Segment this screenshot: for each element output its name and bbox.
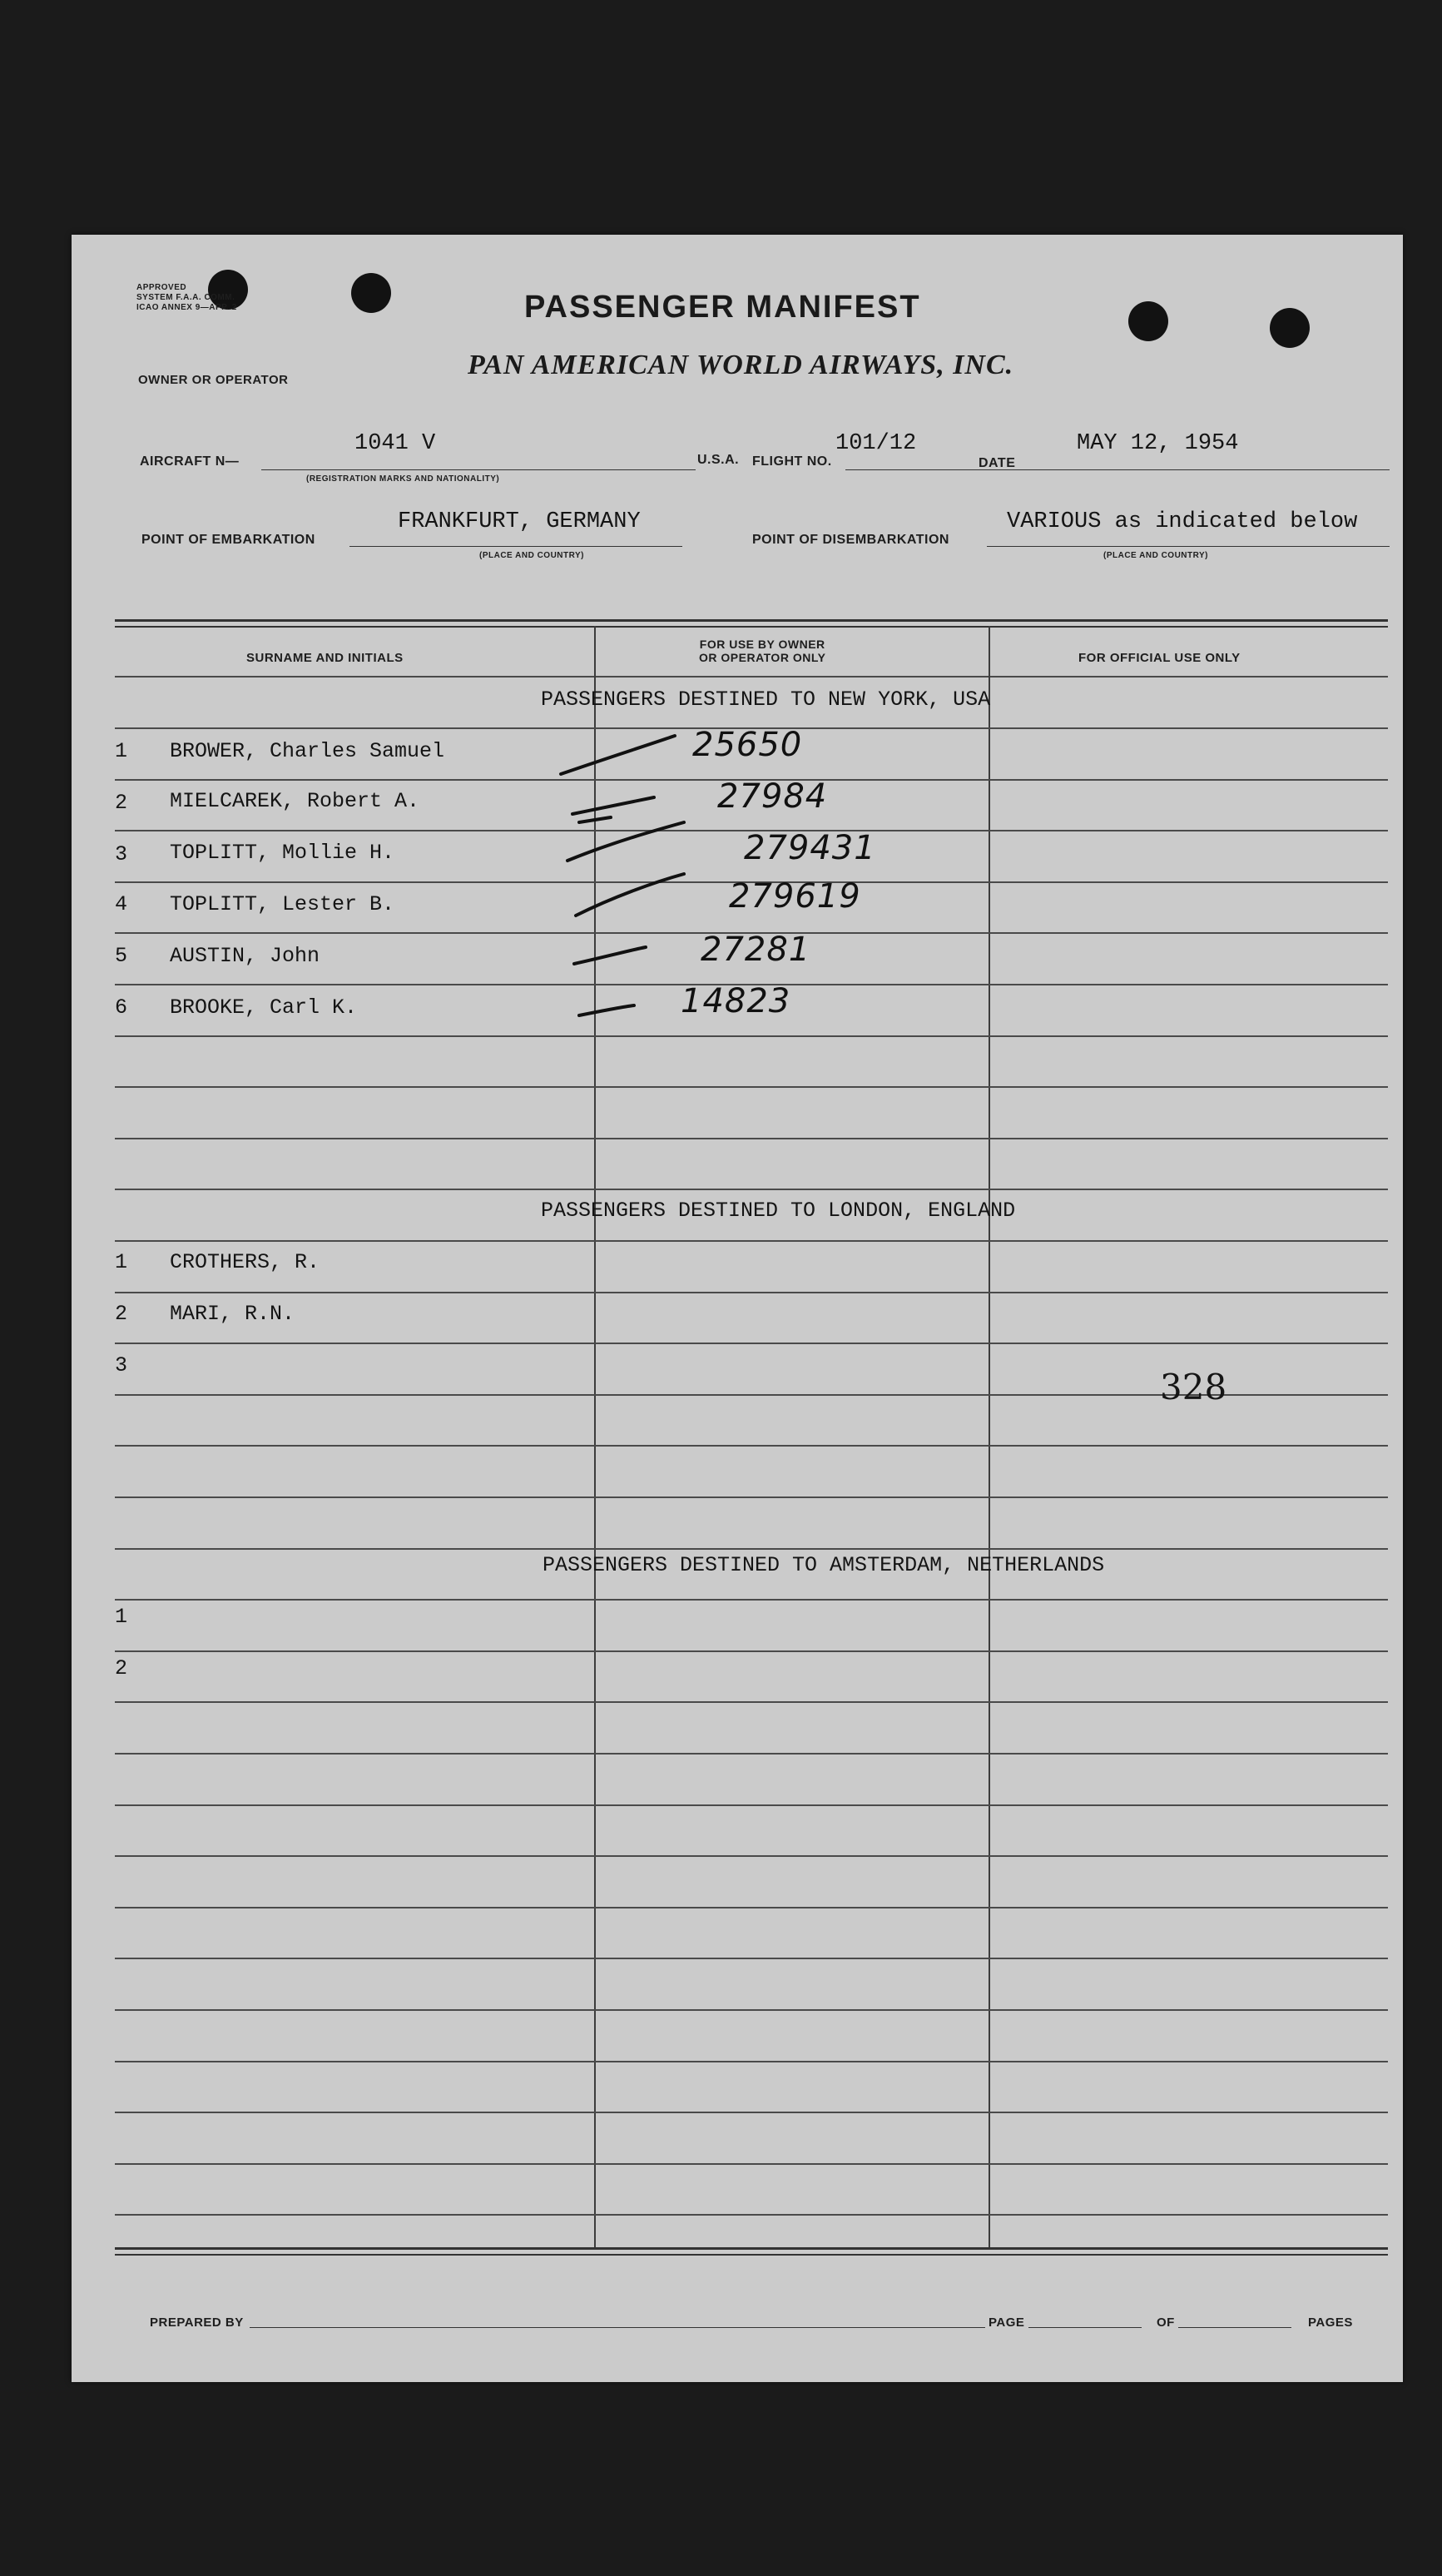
flight-label: FLIGHT NO. <box>752 454 832 469</box>
passenger-name: MARI, R.N. <box>170 1302 295 1326</box>
embarkation-value: FRANKFURT, GERMANY <box>398 509 641 534</box>
table-row-line <box>115 1445 1388 1447</box>
check-mark-6 <box>579 1005 634 1015</box>
section-heading-amsterdam: PASSENGERS DESTINED TO AMSTERDAM, NETHERLANDS <box>543 1553 1105 1577</box>
passenger-name: CROTHERS, R. <box>170 1250 320 1274</box>
table-row-line <box>115 2061 1388 2062</box>
owner-use-line-1: FOR USE BY OWNER <box>699 638 825 651</box>
check-mark-3 <box>567 822 684 861</box>
approval-line-3: ICAO ANNEX 9—APP. 2 <box>136 303 237 312</box>
aircraft-label: AIRCRAFT N— <box>140 454 240 469</box>
pages-label: PAGES <box>1308 2315 1353 2330</box>
place-note-embark: (PLACE AND COUNTRY) <box>479 551 584 560</box>
table-row-line <box>115 1650 1388 1652</box>
column-header-official: FOR OFFICIAL USE ONLY <box>1078 651 1241 665</box>
check-mark-1 <box>561 736 675 774</box>
table-row-line <box>115 1753 1388 1755</box>
airline-name: PAN AMERICAN WORLD AIRWAYS, INC. <box>468 350 1014 380</box>
column-header-surname: SURNAME AND INITIALS <box>246 651 404 665</box>
table-row-line <box>115 1292 1388 1293</box>
date-value: MAY 12, 1954 <box>1077 431 1239 456</box>
passenger-note: 279619 <box>729 877 861 916</box>
registration-note: (REGISTRATION MARKS AND NATIONALITY) <box>306 474 500 484</box>
page-label: PAGE <box>989 2315 1025 2330</box>
passenger-note: 25650 <box>692 726 803 764</box>
table-row-line <box>115 1240 1388 1242</box>
disembarkation-value: VARIOUS as indicated below <box>1007 509 1358 534</box>
table-row-line <box>115 1343 1388 1344</box>
table-row-line <box>115 2163 1388 2165</box>
passenger-number: 2 <box>115 1656 128 1680</box>
passenger-name: BROWER, Charles Samuel <box>170 739 445 763</box>
table-row-line <box>115 1086 1388 1088</box>
table-row-line <box>115 2009 1388 2011</box>
section-heading-london: PASSENGERS DESTINED TO LONDON, ENGLAND <box>541 1199 1016 1223</box>
table-row-line <box>115 1907 1388 1908</box>
passenger-note: 27984 <box>717 777 828 816</box>
table-row-line <box>115 2112 1388 2113</box>
table-row-line <box>115 1138 1388 1139</box>
passenger-note: 14823 <box>681 982 791 1020</box>
passenger-number: 1 <box>115 739 128 763</box>
passenger-name: BROOKE, Carl K. <box>170 995 358 1020</box>
approval-line-1: APPROVED <box>136 283 187 292</box>
approval-line-2: SYSTEM F.A.A. COMM. <box>136 293 235 302</box>
owner-label: OWNER OR OPERATOR <box>138 373 289 387</box>
passenger-number: 1 <box>115 1605 128 1629</box>
table-row-line <box>115 1701 1388 1703</box>
passenger-number: 1 <box>115 1250 128 1274</box>
stamp-number: 328 <box>1160 1367 1227 1407</box>
passenger-number: 4 <box>115 892 128 916</box>
disembarkation-label: POINT OF DISEMBARKATION <box>752 533 949 547</box>
check-mark-5 <box>574 947 646 964</box>
date-label: DATE <box>979 456 1016 470</box>
table-row-line <box>115 1496 1388 1498</box>
passenger-number: 6 <box>115 995 128 1020</box>
passenger-note: 27281 <box>701 931 811 969</box>
passenger-name: MIELCAREK, Robert A. <box>170 789 420 813</box>
flight-value: 101/12 <box>835 431 917 456</box>
passenger-number: 3 <box>115 1353 128 1377</box>
check-mark-4 <box>576 874 684 916</box>
passenger-number: 2 <box>115 791 128 815</box>
manifest-page <box>72 235 1403 2382</box>
prepared-by-label: PREPARED BY <box>150 2315 244 2330</box>
passenger-name: TOPLITT, Lester B. <box>170 892 395 916</box>
check-mark-2 <box>572 797 654 822</box>
table-row-line <box>115 1189 1388 1190</box>
passenger-name: AUSTIN, John <box>170 944 320 968</box>
of-label: OF <box>1157 2315 1175 2330</box>
table-row-line <box>115 1804 1388 1806</box>
passenger-number: 2 <box>115 1302 128 1326</box>
table-row-line <box>115 1548 1388 1550</box>
place-note-disembark: (PLACE AND COUNTRY) <box>1103 551 1208 560</box>
table-row-line <box>115 1958 1388 1959</box>
aircraft-value: 1041 V <box>354 431 436 456</box>
passenger-number: 5 <box>115 944 128 968</box>
passenger-note: 279431 <box>744 829 876 867</box>
table-row-line <box>115 1855 1388 1857</box>
usa-label: U.S.A. <box>697 453 740 467</box>
owner-use-line-2: OR OPERATOR ONLY <box>699 651 826 664</box>
passenger-name: TOPLITT, Mollie H. <box>170 841 395 865</box>
page-title: PASSENGER MANIFEST <box>524 290 921 325</box>
embarkation-label: POINT OF EMBARKATION <box>141 533 315 547</box>
table-row-line <box>115 2214 1388 2216</box>
passenger-number: 3 <box>115 842 128 866</box>
check-marks <box>72 235 1403 1067</box>
table-row-line <box>115 1599 1388 1601</box>
section-heading-new-york: PASSENGERS DESTINED TO NEW YORK, USA <box>541 687 991 712</box>
